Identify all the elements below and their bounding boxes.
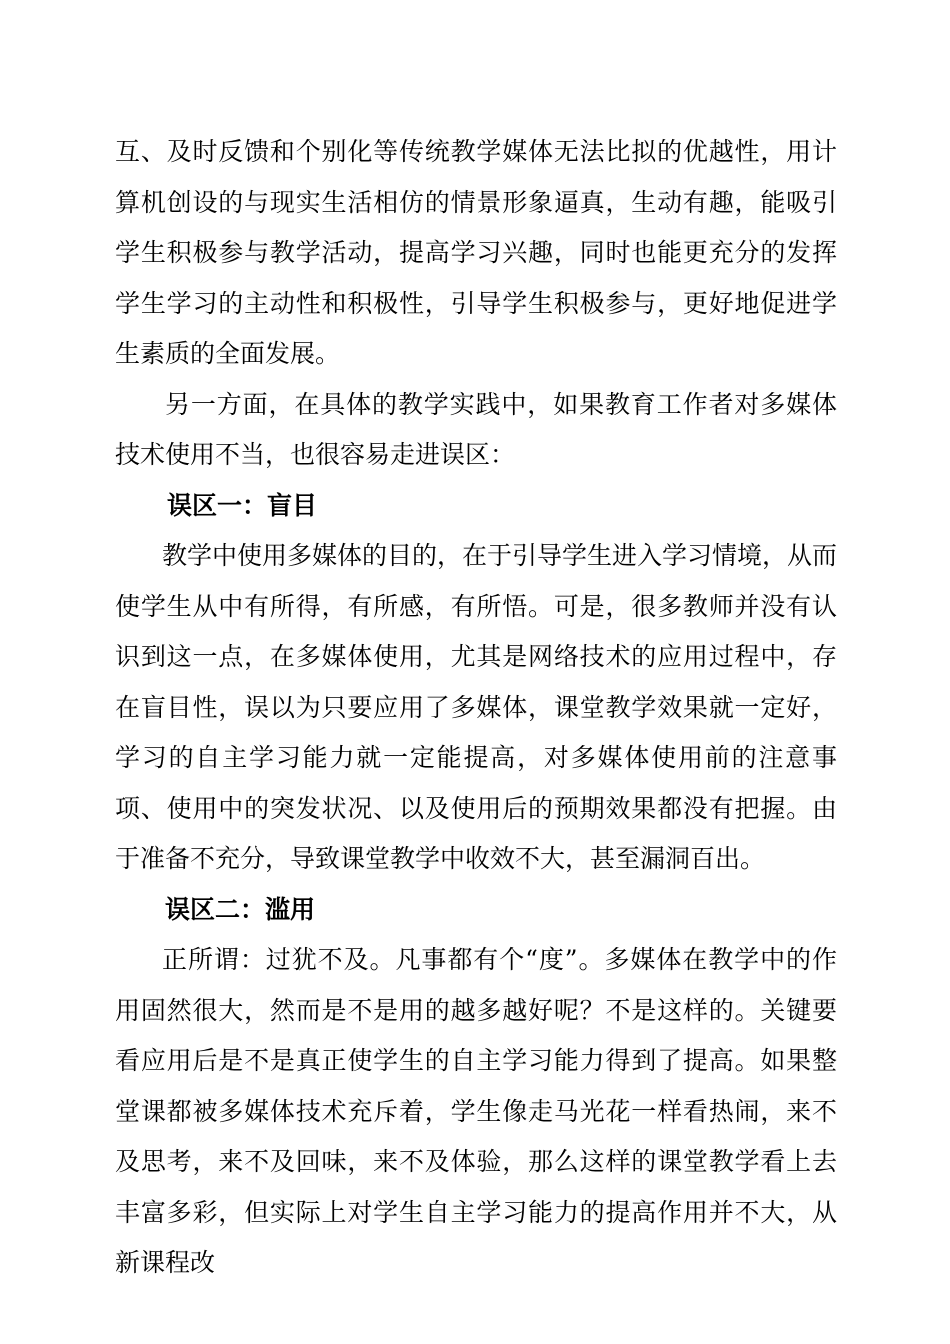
heading-misconception-one: 误区一：盲目 [167, 490, 318, 520]
document-body [115, 127, 837, 1289]
heading-misconception-two: 误区二：滥用 [165, 894, 316, 924]
paragraph-misuse-intro: 另一方面，在具体的教学实践中，如果教育工作者对多媒体技术使用不当，也很容易走进误区： [115, 389, 837, 469]
paragraph-blind-use: 教学中使用多媒体的目的，在于引导学生进入学习情境，从而使学生从中有所得，有所感，有所悟。可是，很多教师并没有认识到这一点，在多媒体使用，尤其是网络技术的应用过程中，存在盲目性，误以为只要应用了多媒体，课堂教学效果就一定好，学习的自主学习能力就一定能提高，对多媒体使用前的注意事项、使用中的突发状况、以及使用后的预期效果都没有把握。由于准备不充分，导致课堂教学中收效不大，甚至漏洞百出。 [115, 541, 838, 873]
paragraph-advantages: 互、及时反馈和个别化等传统教学媒体无法比拟的优越性，用计算机创设的与现实生活相仿的情景形象逼真，生动有趣，能吸引学生积极参与教学活动，提高学习兴趣，同时也能更充分的发挥学生学习的主动性和积极性，引导学生积极参与，更好地促进学生素质的全面发展。 [115, 137, 837, 368]
paragraph-overuse: 正所谓：过犹不及。凡事都有个“度”。多媒体在教学中的作用固然很大，然而是不是用的越多越好呢？不是这样的。关键要看应用后是不是真正使学生的自主学习能力得到了提高。如果整堂课都被多媒体技术充斥着，学生像走马光花一样看热闹，来不及思考，来不及回味，来不及体验，那么这样的课堂教学看上去丰富多彩，但实际上对学生自主学习能力的提高作用并不大，从新课程改 [115, 945, 837, 1277]
